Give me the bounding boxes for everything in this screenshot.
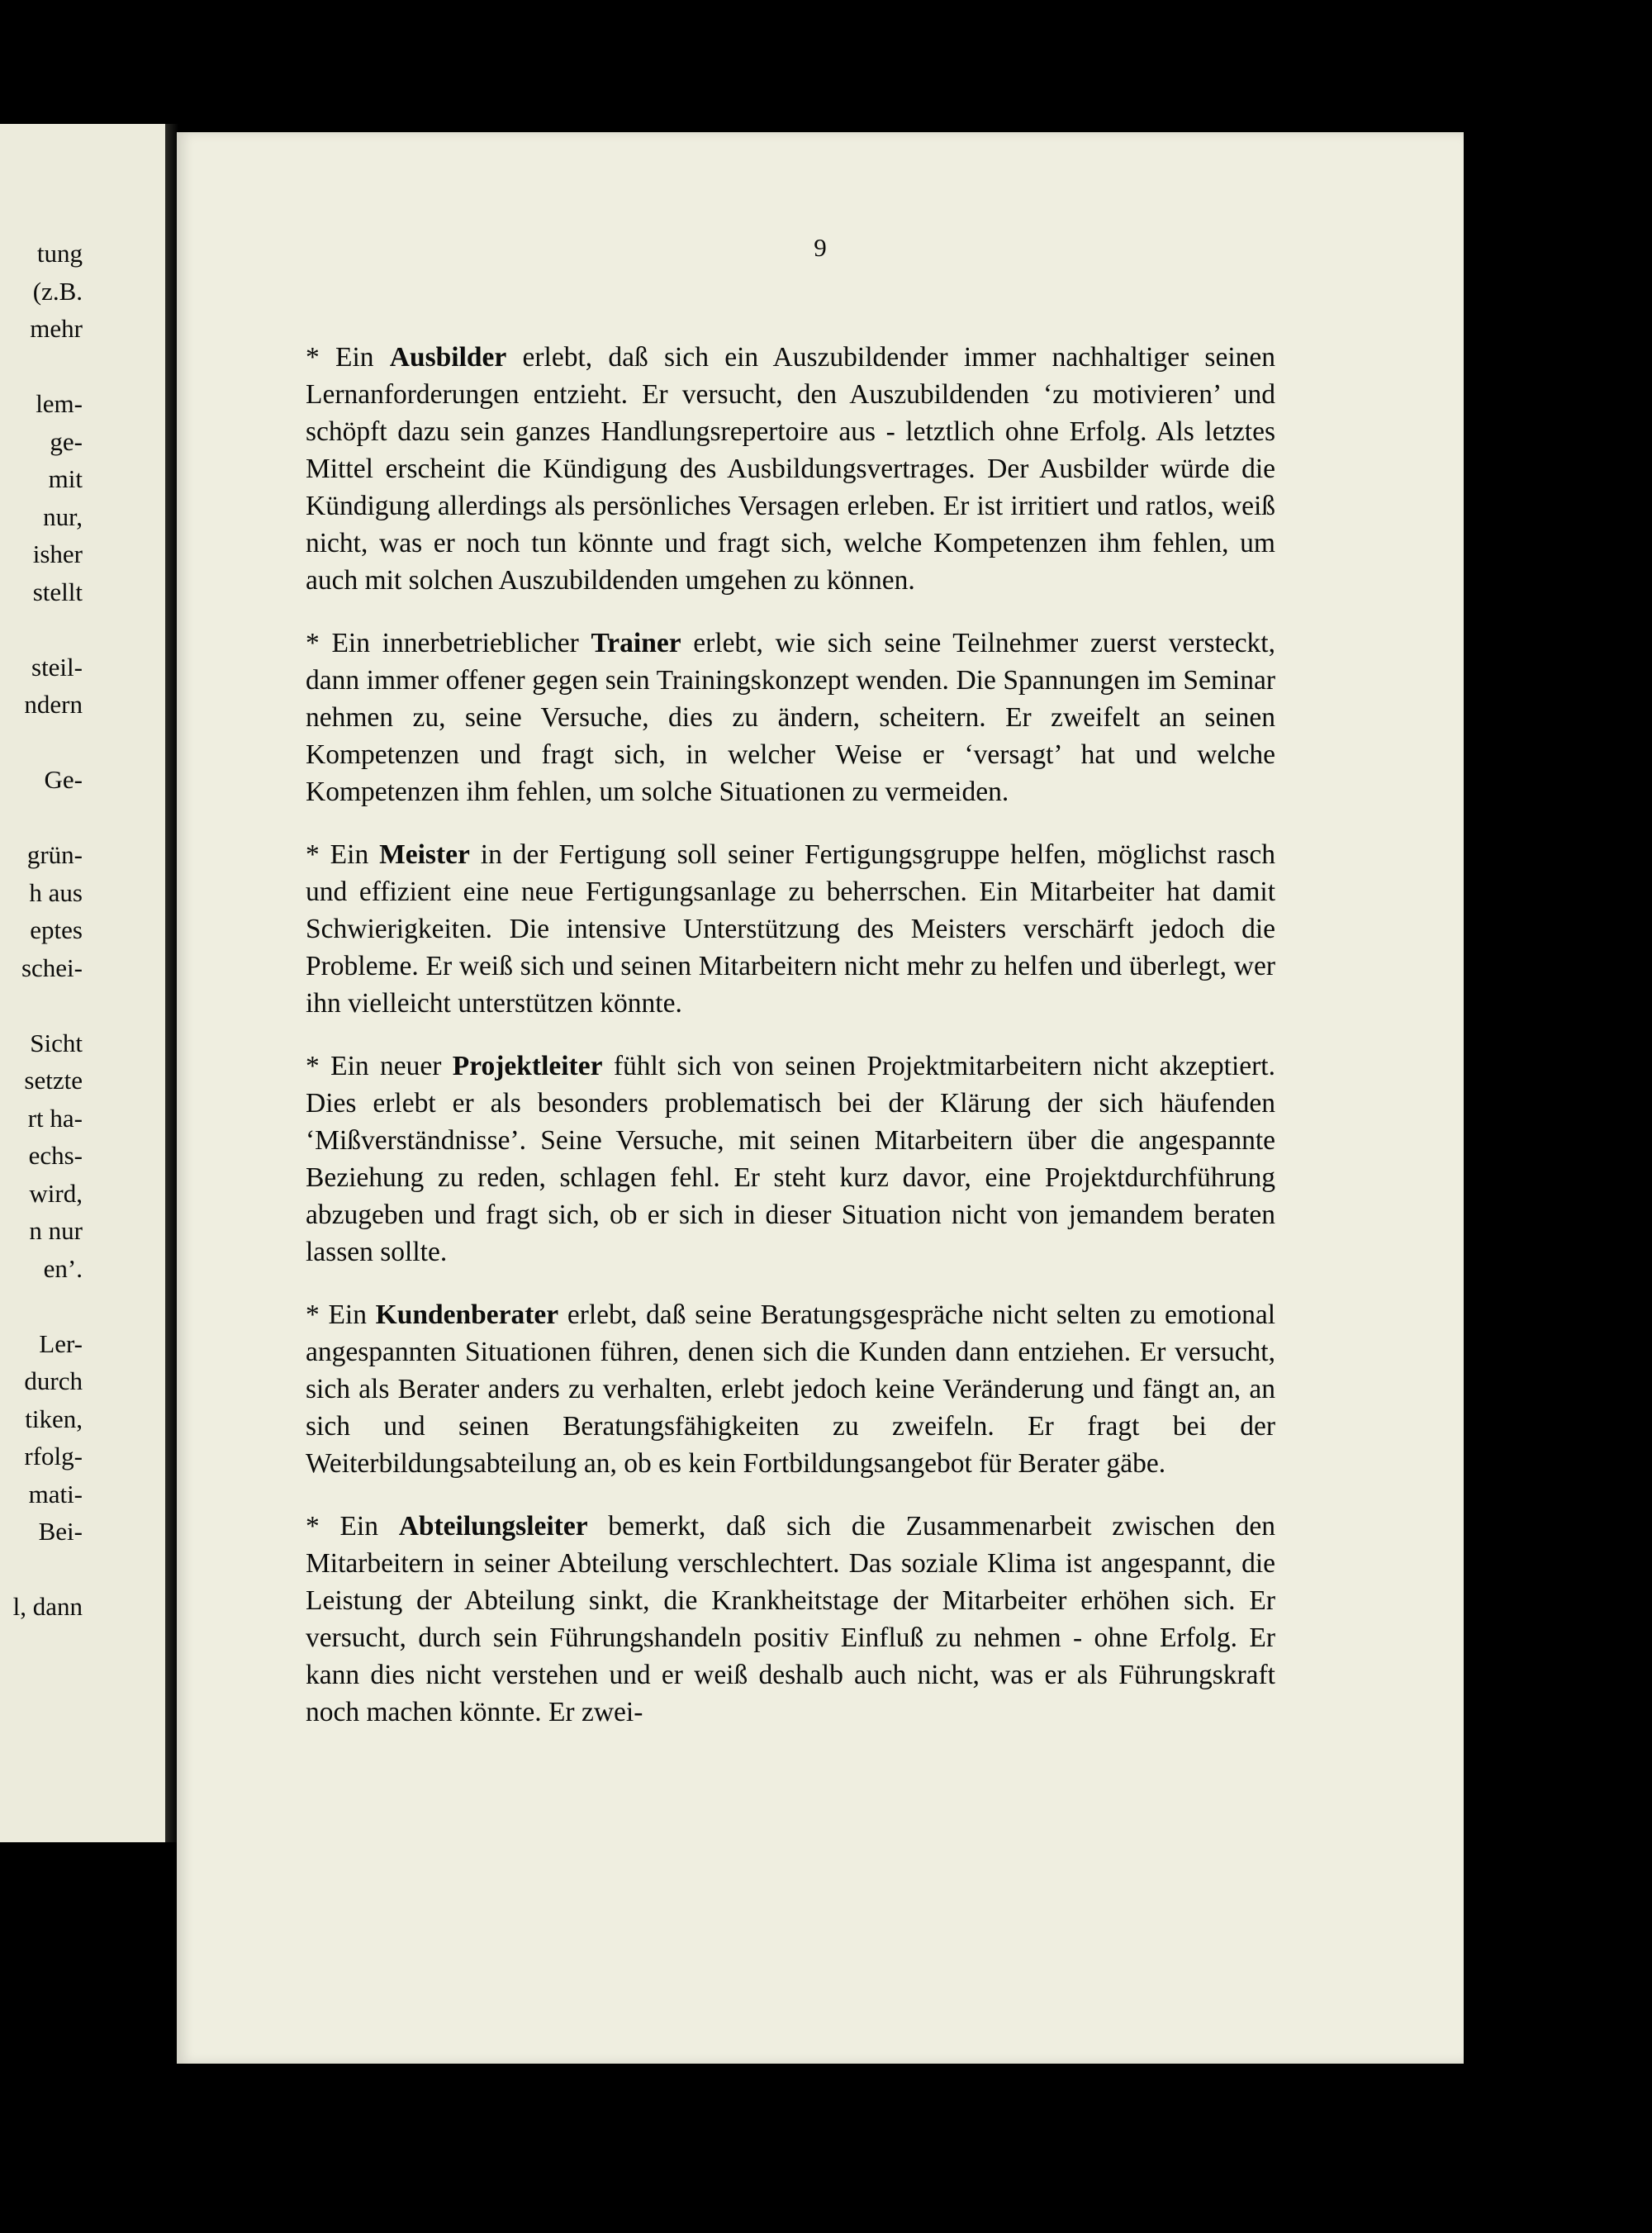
para-prefix: * Ein xyxy=(306,839,380,870)
left-page-fragment: (z.B. xyxy=(32,276,83,306)
para-prefix: * Ein xyxy=(306,1511,399,1542)
left-page-fragment: rt ha- xyxy=(27,1103,83,1133)
left-page-fragment: ndern xyxy=(24,690,83,719)
paragraph-projektleiter xyxy=(306,1048,1275,1271)
role-term: Meister xyxy=(379,839,470,870)
paragraph-trainer xyxy=(306,625,1275,810)
left-page-fragment: durch xyxy=(24,1366,83,1395)
left-page-fragment: lem- xyxy=(36,389,83,418)
left-page-fragment: h aus xyxy=(29,877,83,907)
left-page-fragment: steil- xyxy=(31,652,83,682)
para-prefix: * Ein neuer xyxy=(306,1051,453,1081)
para-text: erlebt, daß sich ein Auszubildender immer nachhaltiger seinen Lernanforderungen entzieht. Er versucht, den Auszubildenden ‘zu motivieren’ und schöpft dazu sein ganzes Handlungsrepertoire aus - letztlich ohne Erfolg. Als letztes Mittel erscheint die Kündigung des Ausbildungsvertrages. Der Ausbilder würde die Kündigung allerdings als persönliches Versagen erleben. Er ist irritiert und ratlos, weiß nicht, was er noch tun könnte und fragt sich, welche Kompetenzen ihm fehlen, um auch mit solchen Auszubildenden umgehen zu können. xyxy=(306,342,1275,596)
para-text: bemerkt, daß sich die Zusammenarbeit zwischen den Mitarbeitern in seiner Abteilung verschlechtert. Das soziale Klima ist angespannt, die Leistung der Abteilung sinkt, die Krankheitstage der Mitarbeiter erhöhen sich. Er versucht, durch sein Führungshandeln positiv Einfluß zu nehmen - ohne Erfolg. Er kann dies nicht verstehen und er weiß deshalb auch nicht, was er als Führungskraft noch machen könnte. Er zwei- xyxy=(306,1511,1276,1727)
left-page-fragment: nur, xyxy=(43,501,83,531)
left-page-fragment: Ler- xyxy=(39,1328,83,1358)
left-page-fragment: n nur xyxy=(29,1216,83,1245)
left-page-fragment: mehr xyxy=(30,314,83,343)
para-text: in der Fertigung soll seiner Fertigungsgruppe helfen, möglichst rasch und effizient eine neue Fertigungsanlage zu beherrschen. Ein Mitarbeiter hat damit Schwierigkeiten. Die intensive Unterstützung des Meisters verschärft jedoch die Probleme. Er weiß sich und seinen Mitarbeitern nicht mehr zu helfen und überlegt, wer ihn vielleicht unterstützen könnte. xyxy=(306,839,1275,1019)
paragraph-abteilungsleiter xyxy=(306,1508,1275,1731)
left-page-fragment: en’. xyxy=(43,1253,83,1283)
left-page-fragment: l, dann xyxy=(12,1592,83,1621)
left-page-fragment: tiken, xyxy=(25,1404,83,1433)
left-page-fragment: Ge- xyxy=(44,765,83,794)
left-page-fragment: mit xyxy=(48,464,83,493)
paragraph-meister xyxy=(306,836,1275,1022)
left-page-fragment: mati- xyxy=(28,1479,83,1508)
left-page-fragment: echs- xyxy=(28,1141,83,1170)
left-page-fragment: Bei- xyxy=(38,1517,83,1546)
role-term: Kundenberater xyxy=(375,1299,559,1330)
role-term: Abteilungsleiter xyxy=(398,1511,588,1542)
left-page-fragment: setzte xyxy=(24,1066,83,1095)
left-page-fragment: eptes xyxy=(30,915,83,944)
left-page-fragment: rfolg- xyxy=(24,1442,83,1470)
role-term: Projektleiter xyxy=(452,1051,603,1081)
para-text: erlebt, daß seine Beratungsgespräche nicht selten zu emotional angespannten Situationen führen, denen sich die Kunden dann entziehen. Er versucht, sich als Berater anders zu verhalten, erlebt jedoch keine Veränderung und fängt an, an sich und seinen Beratungsfähigkeiten zu zweifeln. Er fragt bei der Weiterbildungsabteilung an, ob es kein Fortbildungsangebot für Berater gäbe. xyxy=(306,1299,1275,1479)
paragraph-kundenberater xyxy=(306,1296,1275,1482)
paragraph-ausbilder xyxy=(306,339,1275,599)
left-page-fragment: isher xyxy=(32,539,83,568)
page-number: 9 xyxy=(814,233,827,262)
left-page-fragment: wird, xyxy=(29,1178,83,1208)
para-prefix: * Ein xyxy=(306,342,390,373)
para-text: fühlt sich von seinen Projektmitarbeitern nicht akzeptiert. Dies erlebt er als besonders problematisch bei der Klärung der sich häufenden ‘Mißverständnisse’. Seine Versuche, mit seinen Mitarbeitern über die angespannte Beziehung zu reden, schlagen fehl. Er steht kurz davor, eine Projektdurchführung abzugeben und fragt sich, ob er sich in dieser Situation nicht von jemandem beraten lassen sollte. xyxy=(306,1051,1275,1267)
body-text xyxy=(306,339,1275,1756)
para-prefix: * Ein xyxy=(306,1299,376,1330)
left-page-fragment: tung xyxy=(36,239,83,268)
para-text: erlebt, wie sich seine Teilnehmer zuerst versteckt, dann immer offener gegen sein Trainingskonzept wenden. Die Spannungen im Seminar nehmen zu, seine Versuche, dies zu ändern, scheitern. Er zweifelt an seinen Kompetenzen und fragt sich, in welcher Weise er ‘versagt’ hat und welche Kompetenzen ihm fehlen, um solche Situationen zu vermeiden. xyxy=(306,628,1275,807)
right-page xyxy=(177,132,1464,2064)
role-term: Ausbilder xyxy=(389,342,507,373)
left-page-fragment: Sicht xyxy=(30,1028,83,1057)
left-page-fragment: schei- xyxy=(21,953,83,982)
left-page-edge xyxy=(0,124,165,1842)
left-page-fragment: grün- xyxy=(26,840,83,869)
role-term: Trainer xyxy=(591,628,681,658)
para-prefix: * Ein innerbetrieblicher xyxy=(306,628,591,658)
left-page-fragment: ge- xyxy=(50,426,83,456)
left-page-fragment: stellt xyxy=(32,577,83,606)
